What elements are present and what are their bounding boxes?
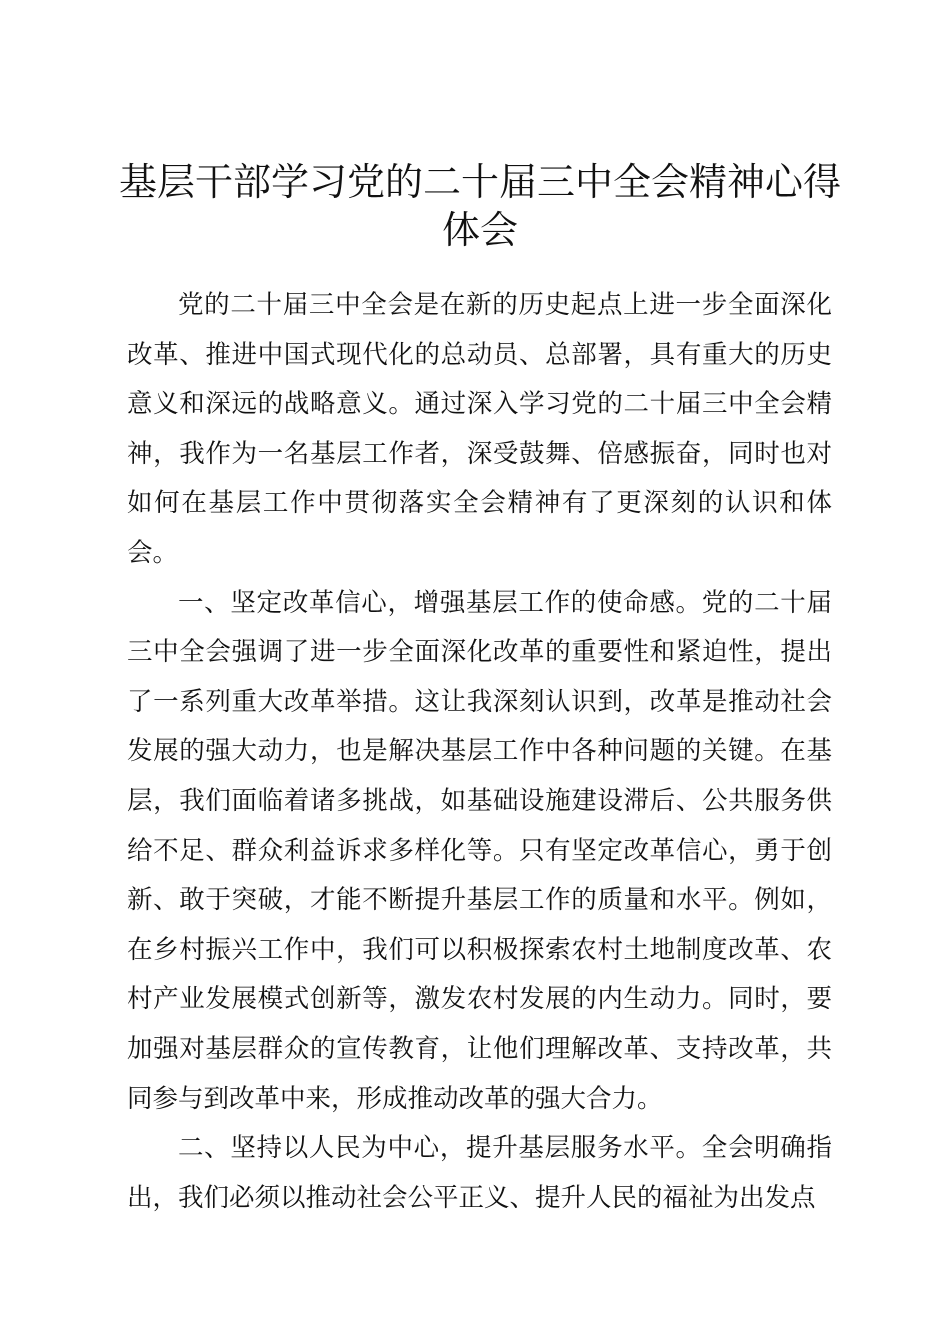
paragraph-section-two: 二、坚持以人民为中心，提升基层服务水平。全会明确指出，我们必须以推动社会公平正义、提升人民的福祉为出发点 bbox=[127, 1133, 832, 1213]
document-body bbox=[127, 281, 832, 1223]
document-title: 基层干部学习党的二十届三中全会精神心得体会 bbox=[118, 160, 841, 252]
paragraph-section-one: 一、坚定改革信心，增强基层工作的使命感。党的二十届三中全会强调了进一步全面深化改革的重要性和紧迫性，提出了一系列重大改革举措。这让我深刻认识到，改革是推动社会发展的强大动力，也是解决基层工作中各种问题的关键。在基层，我们面临着诸多挑战，如基础设施建设滞后、公共服务供给不足、群众利益诉求多样化等。只有坚定改革信心，勇于创新、敢于突破，才能不断提升基层工作的质量和水平。例如，在乡村振兴工作中，我们可以积极探索农村土地制度改革、农村产业发展模式创新等，激发农村发展的内生动力。同时，要加强对基层群众的宣传教育，让他们理解改革、支持改革，共同参与到改革中来，形成推动改革的强大合力。 bbox=[127, 587, 832, 1114]
paragraph-intro: 党的二十届三中全会是在新的历史起点上进一步全面深化改革、推进中国式现代化的总动员、总部署，具有重大的历史意义和深远的战略意义。通过深入学习党的二十届三中全会精神，我作为一名基层工作者，深受鼓舞、倍感振奋，同时也对如何在基层工作中贯彻落实全会精神有了更深刻的认识和体会。 bbox=[127, 290, 832, 568]
